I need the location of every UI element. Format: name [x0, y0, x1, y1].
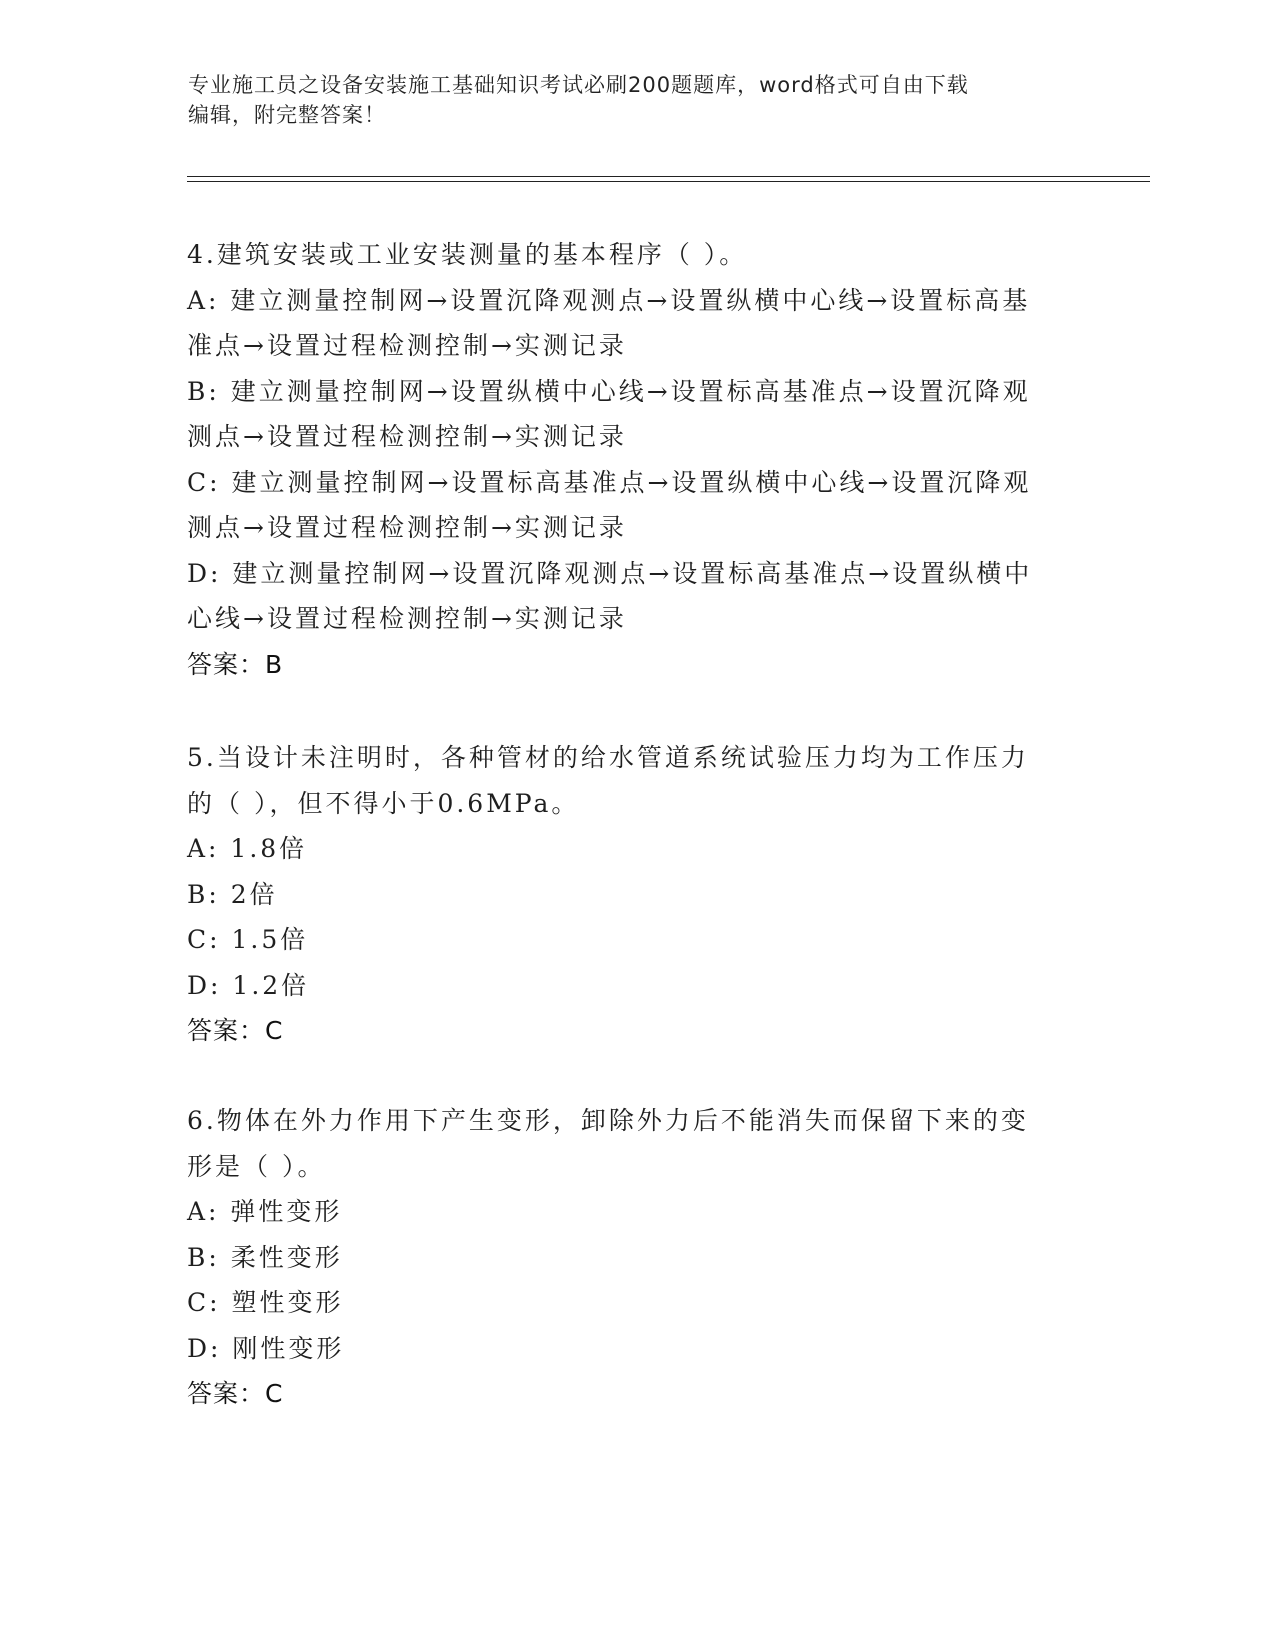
question-stem: 4.建筑安装或工业安装测量的基本程序（ ）。 — [187, 240, 748, 269]
answer-label: 答案：C — [187, 1379, 284, 1408]
question-4 — [187, 232, 1087, 687]
option-b: B: 柔性变形 — [187, 1242, 343, 1272]
option-d-line-2: 心线→设置过程检测控制→实测记录 — [187, 604, 627, 633]
header-divider-bottom — [187, 181, 1150, 182]
answer-label: 答案：B — [187, 649, 284, 679]
question-5 — [187, 735, 1087, 1054]
option-b: B: 2倍 — [187, 879, 278, 909]
question-stem-line-1: 6.物体在外力作用下产生变形，卸除外力后不能消失而保留下来的变 — [187, 1106, 1029, 1135]
option-a-line-2: 准点→设置过程检测控制→实测记录 — [187, 331, 627, 360]
question-stem-line-2: 的（ ），但不得小于0.6MPa。 — [187, 788, 580, 818]
option-b-line-1: B: 建立测量控制网→设置纵横中心线→设置标高基准点→设置沉降观 — [187, 376, 1031, 406]
option-a: A: 弹性变形 — [187, 1197, 343, 1226]
option-c-line-1: C: 建立测量控制网→设置标高基准点→设置纵横中心线→设置沉降观 — [187, 467, 1032, 497]
question-stem-line-1: 5.当设计未注明时，各种管材的给水管道系统试验压力均为工作压力 — [187, 743, 1029, 772]
question-6 — [187, 1098, 1087, 1417]
header-line-2: 编辑，附完整答案！ — [188, 103, 386, 127]
option-d-line-1: D: 建立测量控制网→设置沉降观测点→设置标高基准点→设置纵横中 — [187, 558, 1033, 588]
option-c-line-2: 测点→设置过程检测控制→实测记录 — [187, 513, 627, 542]
header-divider-top — [187, 176, 1150, 177]
answer-label: 答案：C — [187, 1016, 284, 1045]
option-a-line-1: A: 建立测量控制网→设置沉降观测点→设置纵横中心线→设置标高基 — [187, 285, 1031, 315]
option-c: C: 塑性变形 — [187, 1288, 344, 1317]
option-a: A: 1.8倍 — [187, 834, 308, 863]
option-d: D: 1.2倍 — [187, 970, 310, 1000]
option-b-line-2: 测点→设置过程检测控制→实测记录 — [187, 422, 627, 451]
question-stem-line-2: 形是（ ）。 — [187, 1151, 326, 1181]
option-d: D: 刚性变形 — [187, 1333, 345, 1363]
header-line-1: 专业施工员之设备安装施工基础知识考试必刷200题题库，word格式可自由下载 — [188, 73, 969, 97]
option-c: C: 1.5倍 — [187, 925, 309, 954]
document-header — [188, 70, 1088, 130]
